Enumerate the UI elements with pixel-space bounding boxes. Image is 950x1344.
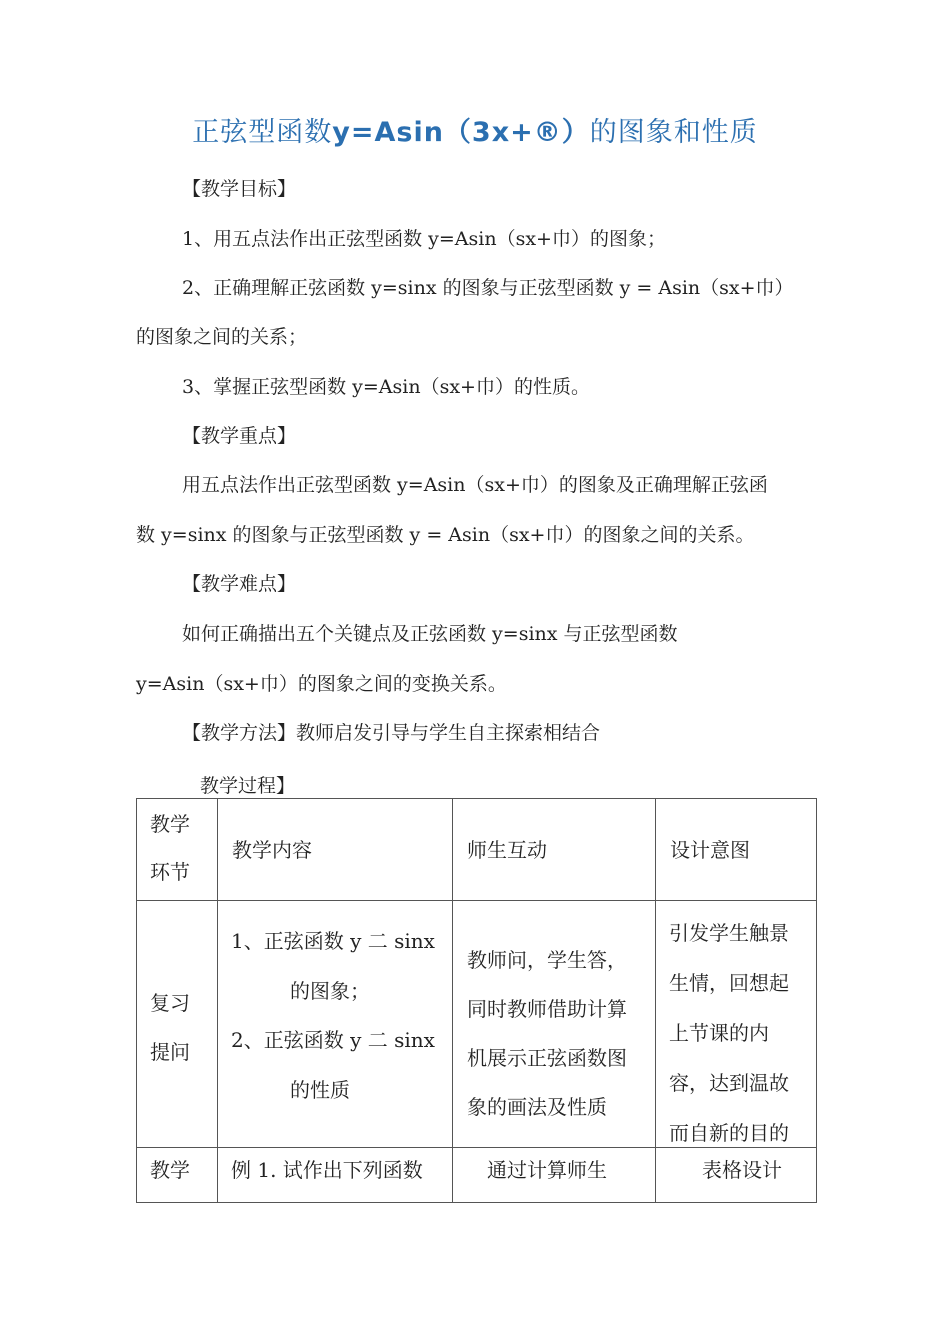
table-row	[137, 901, 817, 1148]
header-cell-interaction	[453, 799, 656, 901]
header-interaction: 师生互动	[467, 838, 547, 862]
row2-stage-cell	[137, 1148, 218, 1203]
header-intent: 设计意图	[670, 838, 750, 862]
key-text-line-1: 用五点法作出正弦型函数 y=Asin（sx+巾）的图象及正确理解正弦函	[182, 474, 768, 496]
goal-item-2-line-2: 的图象之间的关系；	[136, 326, 308, 348]
row1-interaction-cell	[453, 901, 656, 1148]
difficulty-heading: 【教学难点】	[182, 573, 297, 595]
row2-interaction-cell	[453, 1148, 656, 1203]
key-heading: 【教学重点】	[182, 425, 297, 447]
row2-stage: 教学	[150, 1158, 190, 1182]
difficulty-text-line-2: y=Asin（sx+巾）的图象之间的变换关系。	[136, 673, 507, 695]
key-text-line-2: 数 y=sinx 的图象与正弦型函数 y = Asin（sx+巾）的图象之间的关系。	[136, 524, 755, 546]
row1-intent-line-1: 引发学生触景	[669, 921, 789, 945]
row1-content-line-4: 的性质	[290, 1078, 350, 1102]
row1-content-line-1: 1、正弦函数 y 二 sinx	[231, 929, 435, 953]
goal-item-3: 3、掌握正弦型函数 y=Asin（sx+巾）的性质。	[182, 376, 590, 398]
title-prefix: 正弦型函数	[192, 117, 333, 148]
page-title	[0, 110, 950, 149]
row1-intent-cell	[656, 901, 817, 1148]
row1-stage-cell	[137, 901, 218, 1148]
row1-interaction-line-3: 机展示正弦函数图	[467, 1046, 627, 1070]
row1-content-cell	[218, 901, 453, 1148]
goal-heading: 【教学目标】	[182, 178, 297, 200]
row2-intent: 表格设计	[702, 1158, 782, 1182]
row1-stage-line-2: 提问	[150, 1040, 190, 1064]
row1-intent-line-4: 容，达到温故	[669, 1071, 789, 1095]
header-content: 教学内容	[232, 838, 312, 862]
row1-intent-line-3: 上节课的内	[669, 1021, 769, 1045]
header-cell-content	[218, 799, 453, 901]
title-suffix: 的图象和性质	[589, 117, 758, 148]
row1-content-line-2: 的图象；	[290, 979, 370, 1003]
row2-content: 例 1. 试作出下列函数	[231, 1158, 423, 1182]
row2-interaction: 通过计算师生	[487, 1158, 607, 1182]
row1-interaction-line-2: 同时教师借助计算	[467, 997, 627, 1021]
title-formula: y=Asin（3x+®）	[332, 117, 590, 148]
header-stage-line-2: 环节	[150, 860, 190, 884]
row1-interaction-line-4: 象的画法及性质	[467, 1095, 607, 1119]
row1-interaction-line-1: 教师问，学生答，	[467, 948, 627, 972]
process-heading: 教学过程】	[200, 775, 296, 797]
row2-intent-cell	[656, 1148, 817, 1203]
row1-intent-line-5: 而自新的目的	[669, 1121, 789, 1145]
row2-content-cell	[218, 1148, 453, 1203]
table-row	[137, 1148, 817, 1203]
goal-item-2-line-1: 2、正确理解正弦函数 y=sinx 的图象与正弦型函数 y = Asin（sx+巾）	[182, 277, 794, 299]
method-line: 【教学方法】教师启发引导与学生自主探索相结合	[182, 722, 601, 744]
header-cell-intent	[656, 799, 817, 901]
goal-item-1: 1、用五点法作出正弦型函数 y=Asin（sx+巾）的图象；	[182, 228, 666, 250]
row1-content-line-3: 2、正弦函数 y 二 sinx	[231, 1028, 435, 1052]
row1-intent-line-2: 生情，回想起	[669, 971, 789, 995]
header-stage-line-1: 教学	[150, 812, 190, 836]
lesson-table	[136, 798, 817, 1203]
difficulty-text-line-1: 如何正确描出五个关键点及正弦函数 y=sinx 与正弦型函数	[182, 623, 678, 645]
table-header-row	[137, 799, 817, 901]
header-cell-stage	[137, 799, 218, 901]
row1-stage-line-1: 复习	[150, 991, 190, 1015]
